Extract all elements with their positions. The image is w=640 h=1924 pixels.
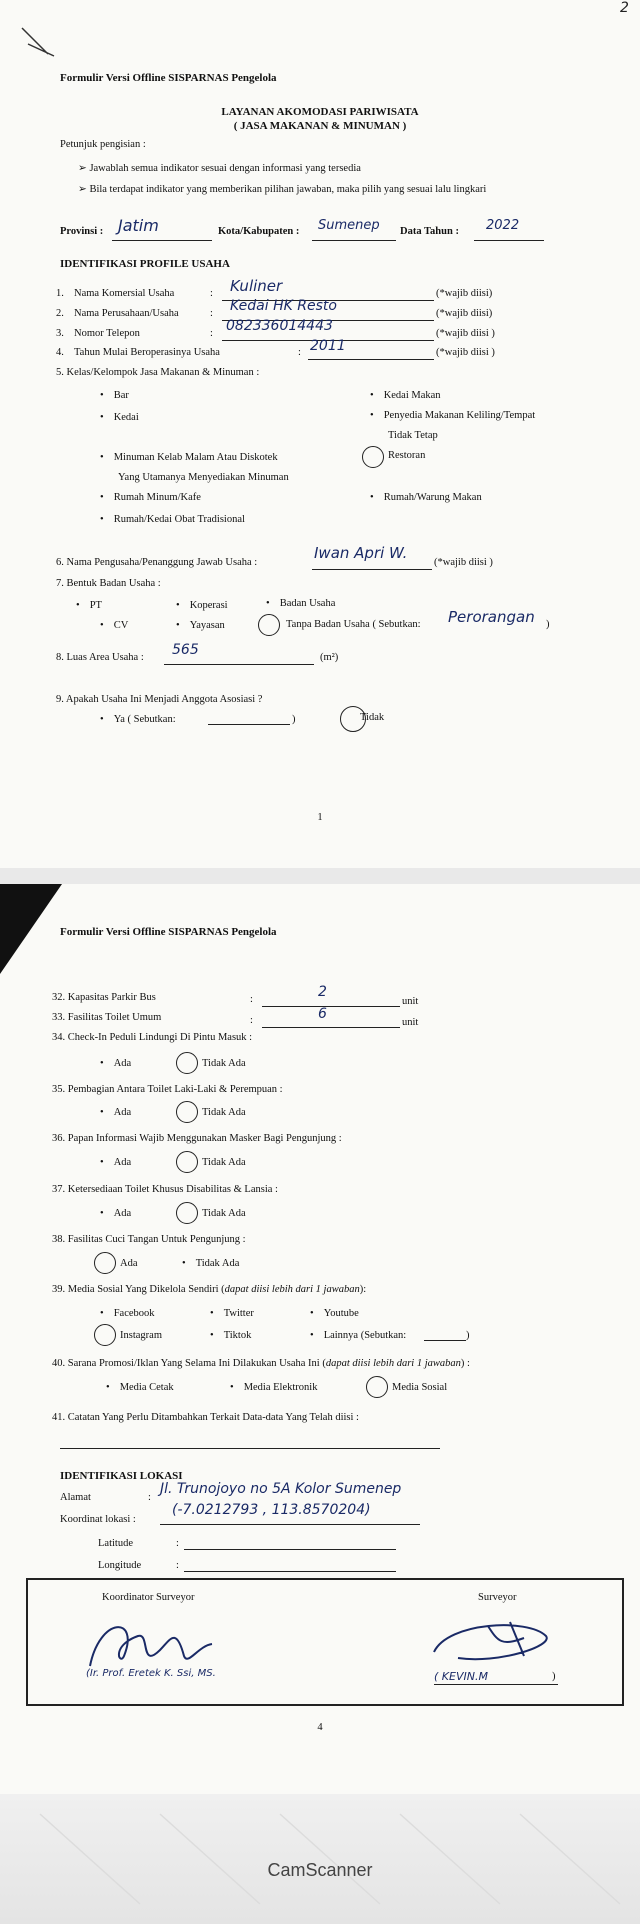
q39-option-twitter[interactable]: • Twitter (210, 1308, 254, 1319)
q38-option-tidak-ada[interactable]: • Tidak Ada (182, 1258, 239, 1269)
toilet-umum-field[interactable]: 6 (318, 1006, 327, 1022)
answer-circle-mark (362, 446, 384, 468)
latitude-label: Latitude (98, 1538, 133, 1549)
q34-option-ada[interactable]: • Ada (100, 1058, 131, 1069)
instruction-1: ➢ Jawablah semua indikator sesuai dengan informasi yang tersedia (78, 163, 361, 174)
q35-label: 35. Pembagian Antara Toilet Laki-Laki & Perempuan : (52, 1084, 283, 1095)
q39-option-tiktok[interactable]: • Tiktok (210, 1330, 251, 1341)
instruction-2: ➢ Bila terdapat indikator yang memberikan pilihan jawaban, maka pilih yang sesuai lalu lingkari (78, 184, 487, 195)
q40-option-media-elektronik[interactable]: • Media Elektronik (230, 1382, 317, 1393)
q37-option-tidak-ada[interactable]: Tidak Ada (202, 1208, 246, 1219)
tahun-label: Data Tahun : (400, 226, 459, 237)
q5-option-keliling-cont: Tidak Tetap (388, 430, 438, 441)
q7-label: 7. Bentuk Badan Usaha : (56, 578, 161, 589)
q41-notes-field[interactable] (60, 1448, 440, 1449)
q36-option-tidak-ada[interactable]: Tidak Ada (202, 1157, 246, 1168)
form-header: Formulir Versi Offline SISPARNAS Pengelola (60, 926, 277, 938)
q7-sebutkan-field[interactable]: Perorangan (448, 608, 535, 626)
alamat-field[interactable]: Jl. Trunojoyo no 5A Kolor Sumenep (160, 1481, 402, 1497)
q6-note: (*wajib diisi ) (434, 557, 493, 568)
corner-staple-mark (18, 22, 58, 62)
answer-circle-mark (176, 1101, 198, 1123)
answer-circle-mark (94, 1324, 116, 1346)
luas-area-field[interactable]: 565 (172, 642, 199, 658)
arrow-icon: ➢ (78, 163, 90, 174)
q41-label: 41. Catatan Yang Perlu Ditambahkan Terkait Data-data Yang Telah diisi : (52, 1412, 359, 1423)
q6-label: 6. Nama Pengusaha/Penanggung Jawab Usaha : (56, 557, 258, 568)
answer-circle-mark (176, 1052, 198, 1074)
camscanner-footer (0, 1794, 640, 1924)
q39-option-facebook[interactable]: • Facebook (100, 1308, 155, 1319)
form-page-1: 2 Formulir Versi Offline SISPARNAS Pengelola LAYANAN AKOMODASI PARIWISATA ( JASA MAKANAN & MINUMAN ) Petunjuk pengisian : ➢ Jawablah semua indikator sesuai dengan informasi yang tersedia ➢ Bila terdapat indikator yang memberikan pilihan jawaban, maka pilih yang sesuai lalu lingkari Provinsi : Jatim Kota/Kabupaten : Sumenep Data Tahun : 2022 IDENTIFIKASI PROFILE USAHA 1. Nama Komersial Usaha : Kuliner (*wajib diisi) 2. Nama Perusahaan/Usaha : Kedai HK Resto (*wajib diisi) 3. Nomor Telepon : 082336014443 (*wajib diisi ) 4. Tahun Mulai Beroperasinya Usaha : 2011 (*wajib diisi ) 5. Kelas/Kelompok Jasa Makanan & Minuman : • Bar • Kedai • Minuman Kelab Malam Atau Diskotek Yang Utamanya Menyediakan Minuman • Rumah Minum/Kafe • Rumah/Kedai Obat Tradisional • Kedai Makan • Penyedia Makanan Keliling/Tempat Tidak Tetap Restoran • Rumah/Warung Makan 6. Nama Pengusaha/Penanggung Jawab Usaha : Iwan Apri W. (*wajib diisi ) 7. Bentuk Badan Usaha : • PT • Koperasi • Badan Usaha • CV • Yayasan Tanpa Badan Usaha ( Sebutkan: Perorangan ) 8. Luas Area Usaha : 565 (m²) 9. Apakah Usaha Ini Menjadi Anggota Asosiasi ? • Ya ( Sebutkan: ) Tidak 1 (0, 0, 640, 868)
form-header: Formulir Versi Offline SISPARNAS Pengelola (60, 72, 277, 84)
answer-circle-mark (176, 1151, 198, 1173)
q34-label: 34. Check-In Peduli Lindungi Di Pintu Masuk : (52, 1032, 253, 1043)
q7-option-tanpa-badan-usaha[interactable]: Tanpa Badan Usaha ( Sebutkan: (286, 619, 421, 630)
q5-option-warung-makan[interactable]: • Rumah/Warung Makan (370, 492, 482, 503)
longitude-field[interactable] (184, 1571, 396, 1572)
q35-option-ada[interactable]: • Ada (100, 1107, 131, 1118)
answer-circle-mark (94, 1252, 116, 1274)
q7-option-koperasi[interactable]: • Koperasi (176, 600, 228, 611)
q9-option-tidak[interactable]: Tidak (360, 712, 385, 723)
q7-option-cv[interactable]: • CV (100, 620, 128, 631)
q34-option-tidak-ada[interactable]: Tidak Ada (202, 1058, 246, 1069)
koordinator-name: (Ir. Prof. Eretek K. Ssi, MS. (86, 1668, 216, 1679)
koordinator-label: Koordinator Surveyor (102, 1592, 195, 1603)
nama-komersial-field[interactable]: Kuliner (230, 277, 283, 295)
form-title: LAYANAN AKOMODASI PARIWISATA (221, 106, 419, 118)
q38-option-ada[interactable]: Ada (120, 1258, 138, 1269)
q5-option-bar[interactable]: • Bar (100, 390, 129, 401)
provinsi-label: Provinsi : (60, 226, 104, 237)
surveyor-label: Surveyor (478, 1592, 517, 1603)
telepon-field[interactable]: 082336014443 (226, 318, 333, 334)
q39-label: 39. Media Sosial Yang Dikelola Sendiri (dapat diisi lebih dari 1 jawaban): (52, 1284, 367, 1295)
nama-perusahaan-field[interactable]: Kedai HK Resto (230, 298, 337, 314)
kota-label: Kota/Kabupaten : (218, 226, 300, 237)
answer-circle-mark (176, 1202, 198, 1224)
q38-label: 38. Fasilitas Cuci Tangan Untuk Pengunjung : (52, 1234, 246, 1245)
q36-option-ada[interactable]: • Ada (100, 1157, 131, 1168)
q36-label: 36. Papan Informasi Wajib Menggunakan Masker Bagi Pengunjung : (52, 1133, 342, 1144)
section-title-profile: IDENTIFIKASI PROFILE USAHA (60, 258, 230, 270)
surveyor-name: ( KEVIN.M (434, 1670, 488, 1683)
form-subtitle: ( JASA MAKANAN & MINUMAN ) (233, 120, 407, 132)
form-page-4: Formulir Versi Offline SISPARNAS Pengelola 32. Kapasitas Parkir Bus : 2 unit 33. Fasilitas Toilet Umum : 6 unit 34. Check-In Peduli Lindungi Di Pintu Masuk : • Ada Tidak Ada 35. Pembagian Antara Toilet Laki-Laki & Perempuan : • Ada Tidak Ada 36. Papan Informasi Wajib Menggunakan Masker Bagi Pengunjung : • Ada Tidak Ada 37. Ketersediaan Toilet Khusus Disabilitas & Lansia : • Ada Tidak Ada 38. Fasilitas Cuci Tangan Untuk Pengunjung : Ada • Tidak Ada 39. Media Sosial Yang Dikelola Sendiri (dapat diisi lebih dari 1 jawaban): • Facebook • Twitter • Youtube Instagram • Tiktok • Lainnya (Sebutkan: ) 40. Sarana Promosi/Iklan Yang Selama Ini Dilakukan Usaha Ini (dapat diisi lebih dari 1 jawaban) : • Media Cetak • Media Elektronik Media Sosial 41. Catatan Yang Perlu Ditambahkan Terkait Data-data Yang Telah diisi : IDENTIFIKASI LOKASI Alamat : Jl. Trunojoyo no 5A Kolor Sumenep Koordinat lokasi : (-7.0212793 , 113.8570204) Latitude : Longitude : Koordinator Surveyor Surveyor (Ir. Prof. Eretek K. Ssi, MS. ( KEVIN.M ) 4 (0, 884, 640, 1794)
q39-option-lainnya[interactable]: • Lainnya (Sebutkan: (310, 1330, 406, 1341)
answer-circle-mark (258, 614, 280, 636)
penanggung-jawab-field[interactable]: Iwan Apri W. (314, 544, 408, 562)
parkir-bus-field[interactable]: 2 (318, 984, 327, 1000)
instructions-label: Petunjuk pengisian : (60, 139, 146, 150)
q39-option-youtube[interactable]: • Youtube (310, 1308, 359, 1319)
q5-option-keliling[interactable]: • Penyedia Makanan Keliling/Tempat (370, 410, 535, 421)
q5-option-restoran[interactable]: Restoran (388, 450, 426, 461)
page-mark: 2 (620, 0, 629, 16)
q5-option-kedai[interactable]: • Kedai (100, 412, 139, 423)
q7-option-pt[interactable]: • PT (76, 600, 102, 611)
q9-option-ya[interactable]: • Ya ( Sebutkan: (100, 714, 176, 725)
q7-option-badan-usaha[interactable]: • Badan Usaha (266, 598, 335, 609)
q40-option-media-cetak[interactable]: • Media Cetak (106, 1382, 174, 1393)
watermark-pattern (0, 1794, 640, 1924)
koordinat-label: Koordinat lokasi : (60, 1514, 136, 1525)
q32-label: 32. Kapasitas Parkir Bus (52, 992, 156, 1003)
q8-label: 8. Luas Area Usaha : (56, 652, 144, 663)
q5-option-kedai-makan[interactable]: • Kedai Makan (370, 390, 441, 401)
q5-option-kelab-malam-cont: Yang Utamanya Menyediakan Minuman (118, 472, 289, 483)
q33-label: 33. Fasilitas Toilet Umum (52, 1012, 162, 1023)
q40-label: 40. Sarana Promosi/Iklan Yang Selama Ini Dilakukan Usaha Ini (dapat diisi lebih dari 1 jawaban) : (52, 1358, 470, 1369)
kota-field[interactable]: Sumenep (318, 218, 380, 233)
q9-label: 9. Apakah Usaha Ini Menjadi Anggota Asosiasi ? (56, 694, 263, 705)
tahun-field[interactable]: 2022 (486, 218, 520, 233)
q37-option-ada[interactable]: • Ada (100, 1208, 131, 1219)
section-title-location: IDENTIFIKASI LOKASI (60, 1470, 183, 1482)
q35-option-tidak-ada[interactable]: Tidak Ada (202, 1107, 246, 1118)
q8-unit: (m²) (320, 652, 339, 663)
page-number: 1 (317, 812, 323, 823)
q5-option-kafe[interactable]: • Rumah Minum/Kafe (100, 492, 201, 503)
alamat-label: Alamat (60, 1492, 91, 1503)
koordinat-field[interactable]: (-7.0212793 , 113.8570204) (172, 1502, 371, 1518)
q40-option-media-sosial[interactable]: Media Sosial (392, 1382, 448, 1393)
answer-circle-mark (366, 1376, 388, 1398)
provinsi-field[interactable]: Jatim (118, 216, 159, 235)
camscanner-brand: CamScanner (267, 1860, 373, 1880)
longitude-label: Longitude (98, 1560, 142, 1571)
surveyor-signature (428, 1612, 558, 1672)
q7-option-yayasan[interactable]: • Yayasan (176, 620, 225, 631)
tahun-mulai-field[interactable]: 2011 (310, 338, 346, 354)
q5-label: 5. Kelas/Kelompok Jasa Makanan & Minuman : (56, 367, 260, 378)
arrow-icon: ➢ (78, 184, 90, 195)
page-number: 4 (317, 1722, 323, 1733)
q37-label: 37. Ketersediaan Toilet Khusus Disabilitas & Lansia : (52, 1184, 278, 1195)
q5-option-kelab-malam[interactable]: • Minuman Kelab Malam Atau Diskotek (100, 452, 278, 463)
latitude-field[interactable] (184, 1549, 396, 1550)
q39-option-instagram[interactable]: Instagram (120, 1330, 162, 1341)
q5-option-obat-tradisional[interactable]: • Rumah/Kedai Obat Tradisional (100, 514, 245, 525)
